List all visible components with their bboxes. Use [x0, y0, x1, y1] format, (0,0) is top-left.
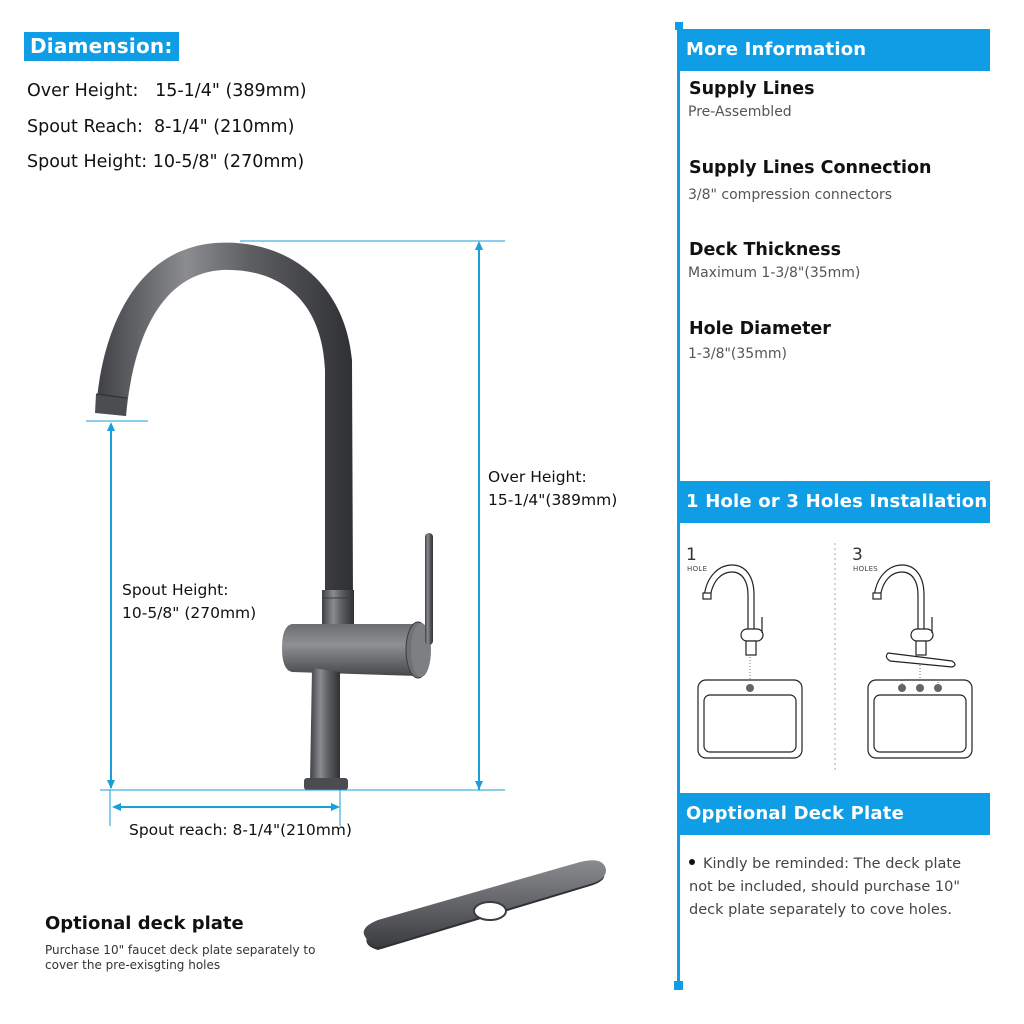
spout-reach-label: Spout reach: 8-1/4"(210mm) — [129, 821, 352, 839]
info-value-supply-lines-connection: 3/8" compression connectors — [688, 187, 893, 203]
installation-heading: 1 Hole or 3 Holes Installation — [678, 481, 990, 523]
faucet-handle-body — [282, 622, 431, 678]
install-option-3-caption: HOLES — [853, 565, 879, 573]
one-hole-diagram — [698, 565, 802, 758]
over-height-value: 15-1/4"(389mm) — [488, 491, 618, 509]
info-value-supply-lines: Pre-Assembled — [688, 104, 792, 120]
info-title-supply-lines: Supply Lines — [689, 79, 815, 99]
info-value-deck-thickness: Maximum 1-3/8"(35mm) — [688, 265, 861, 281]
installation-diagrams — [680, 535, 990, 780]
deck-plate-image — [364, 860, 606, 950]
spec-over-height: Over Height: 15-1/4" (389mm) — [27, 81, 307, 101]
bullet-icon — [689, 859, 695, 865]
dimension-arrowheads — [107, 241, 483, 811]
deck-plate-note-text: Kindly be reminded: The deck plate not be included, should purchase 10" deck plate separately to cove holes. — [689, 856, 962, 918]
spout-height-label: Spout Height: — [122, 581, 229, 599]
more-information-heading: More Information — [678, 29, 990, 71]
install-option-1-caption: HOLE — [687, 565, 708, 573]
dimension-heading: Diamension: — [24, 32, 179, 61]
info-title-supply-lines-connection: Supply Lines Connection — [689, 158, 932, 178]
install-option-1-number: 1 — [686, 545, 697, 565]
info-value-hole-diameter: 1-3/8"(35mm) — [688, 346, 787, 362]
faucet-base-ring — [304, 778, 348, 790]
install-option-3-number: 3 — [852, 545, 863, 565]
optional-deck-plate-heading: Opptional Deck Plate — [678, 793, 990, 835]
spec-spout-height: Spout Height: 10-5/8" (270mm) — [27, 152, 305, 172]
optional-deck-plate-title: Optional deck plate — [45, 913, 244, 934]
dimension-lines — [86, 241, 505, 826]
faucet-base — [310, 668, 340, 783]
info-title-hole-diameter: Hole Diameter — [689, 319, 831, 339]
spec-spout-reach: Spout Reach: 8-1/4" (210mm) — [27, 117, 295, 137]
spout-height-value: 10-5/8" (270mm) — [122, 604, 257, 622]
three-hole-diagram — [868, 565, 972, 758]
faucet-lever — [425, 533, 433, 645]
over-height-label: Over Height: — [488, 468, 587, 486]
deck-plate-note — [689, 853, 979, 922]
optional-deck-plate-description: Purchase 10" faucet deck plate separately to cover the pre-exisgting holes — [45, 943, 316, 972]
info-title-deck-thickness: Deck Thickness — [689, 240, 842, 260]
rail-cap-bottom — [674, 981, 683, 990]
